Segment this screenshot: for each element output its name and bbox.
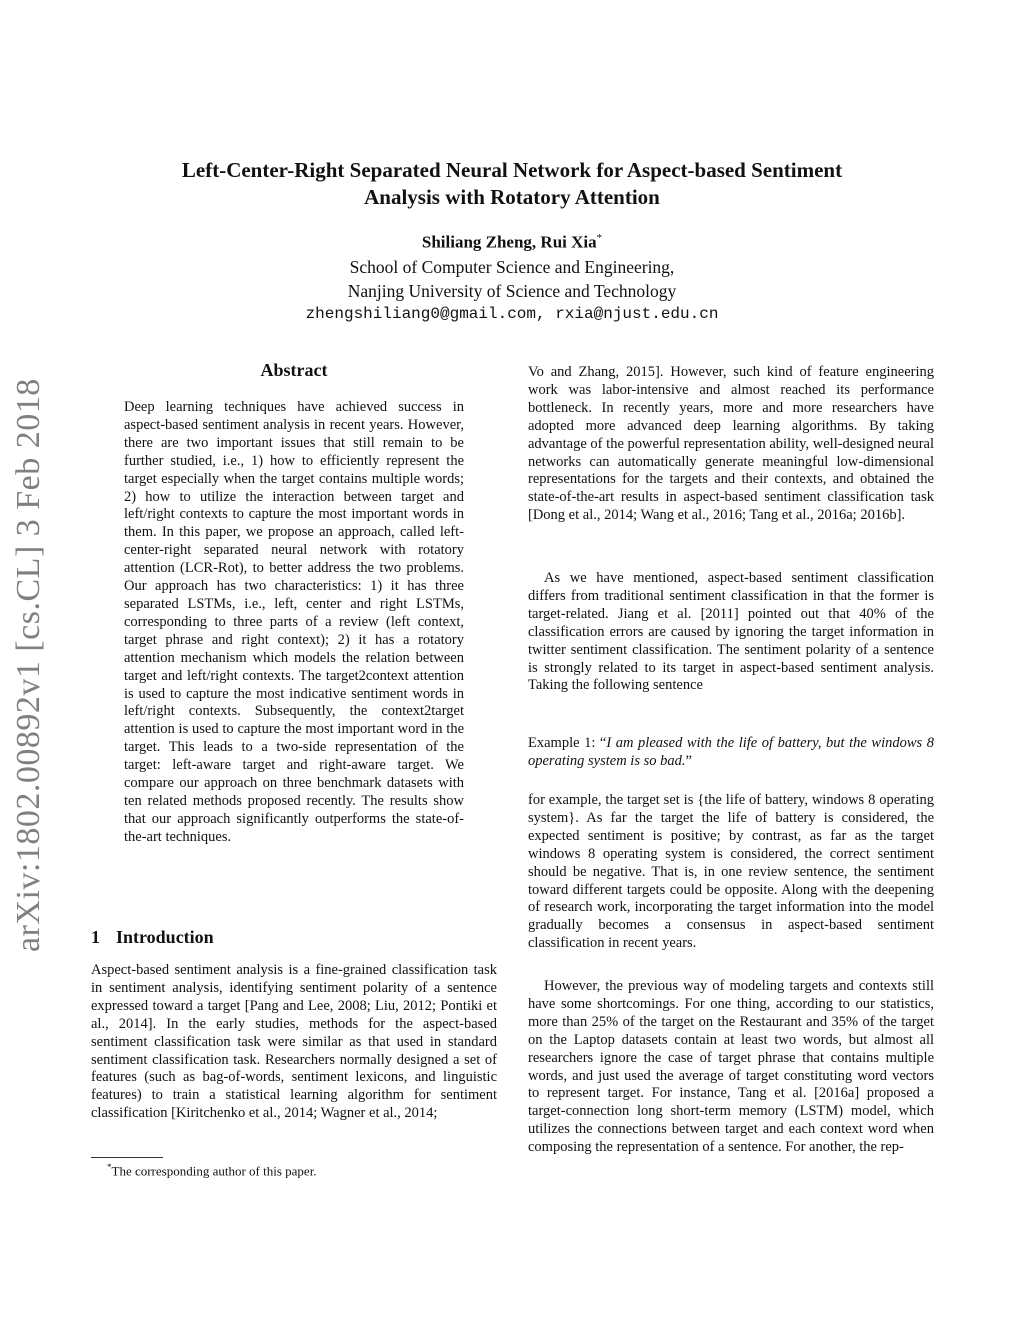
section-number: 1 <box>91 927 100 947</box>
footnote-mark: * <box>107 1162 112 1172</box>
section-heading-introduction <box>91 927 214 948</box>
right-col-continuation: Vo and Zhang, 2015]. However, such kind of feature engineering work was labor-intensive and almost reached its performance bottleneck. In recently years, more and more researchers have adopted more advanced deep learning algorithms. By taking advantage of the powerful representation ability, well-designed neural networks can automatically generate meaningful low-dimensional representations for the targets and their contexts, and obtained the state-of-the-art results in aspect-based sentiment classification task [Dong et al., 2014; Wang et al., 2016; Tang et al., 2016a; 2016b]. <box>528 364 934 524</box>
abstract-heading: Abstract <box>260 360 328 380</box>
intro-paragraph-1: Aspect-based sentiment analysis is a fine-grained classification task in sentiment analysis, identifying sentiment polarity of a sentence expressed toward a target [Pang and Lee, 2008; Liu, 2012; Pontiki et al., 2014]. In the early studies, methods for the aspect-based sentiment classification task were similar as that used in standard sentiment classification task. Researchers normally designed a set of features (such as bag-of-words, sentiment lexicons, and linguistic features) to train a statistical learning algorithm for sentiment classification [Kiritchenko et al., 2014; Wagner et al., 2014; <box>91 962 497 1122</box>
arxiv-stamp: arXiv:1802.00892v1 [cs.CL] 3 Feb 2018 <box>10 378 47 952</box>
right-col-paragraph-4: However, the previous way of modeling targets and contexts still have some shortcomings. For one thing, according to our statistics, more than 25% of the target on the Restaurant and 35% of the target on the Laptop datasets contain at least two words, but almost all researchers ignore the case of target phrase that contains multiple words, and just used the average of target constituting word vectors to represent target. For instance, Tang et al. [2016a] proposed a target-connection long short-term memory (LSTM) model, which utilizes the connections between target and each context word when composing the representation of a sentence. For another, the rep- <box>528 978 934 1156</box>
authors-text: Shiliang Zheng, Rui Xia <box>421 232 597 252</box>
example-label: Example 1: “ <box>528 735 607 751</box>
author-emails: zhengshiliang0@gmail.com, rxia@njust.edu.cn <box>305 305 719 323</box>
section-title: Introduction <box>116 927 214 947</box>
paper-title <box>100 157 924 211</box>
example-1 <box>528 735 934 771</box>
footnote <box>107 1162 317 1179</box>
right-col-paragraph-3: for example, the target set is {the life of battery, windows 8 operating system}. As far the target the life of battery is considered, the expected sentiment is positive; by contrast, as far as the target windows 8 operating system is considered, the correct sentiment should be negative. That is, in one review sentence, the sentiment toward different targets could be opposite. Along with the deepening of research work, incorporating the target information into the model gradually becomes a consensus in aspect-based sentiment classification in recent years. <box>528 792 934 952</box>
footnote-rule <box>91 1157 163 1158</box>
abstract-text: Deep learning techniques have achieved success in aspect-based sentiment analysis in recent years. However, there are two important issues that still remain to be further studied, i.e., 1) how to efficiently represent the target especially when the target contains multiple words; 2) how to utilize the interaction between target and left/right contexts to capture the most important words in them. In this paper, we propose an approach, called left-center-right separated neural network with rotatory attention (LCR-Rot), to better address the two problems. Our approach has two characteristics: 1) it has three separated LSTMs, i.e., left, center and right LSTMs, corresponding to three parts of a review (left context, target phrase and right context); 2) it has a rotatory attention mechanism which models the relation between target and left/right contexts. The target2context attention is used to capture the most indicative sentiment words in left/right contexts. Subsequently, the context2target attention is used to capture the most important word in the target. This leads to a two-side representation of the target: left-aware target and right-aware target. We compare our approach on three benchmark datasets with ten related methods proposed recently. The results show that our approach significantly outperforms the state-of-the-art techniques. <box>124 399 464 845</box>
right-col-paragraph-2: As we have mentioned, aspect-based sentiment classification differs from traditional sentiment classification in that the former is target-related. Jiang et al. [2011] pointed out that 40% of the classification errors are caused by ignoring the target information in twitter sentiment classification. The sentiment polarity of a sentence is strongly related to its target in aspect-based sentiment analysis. Taking the following sentence <box>528 570 934 694</box>
example-close-quote: ” <box>685 752 692 769</box>
affiliation-line-2: Nanjing University of Science and Technology <box>347 281 677 301</box>
author-list <box>100 232 924 253</box>
title-line-1: Left-Center-Right Separated Neural Network for Aspect-based Sentiment <box>181 158 843 182</box>
author-footnote-mark: * <box>596 232 603 244</box>
footnote-text: The corresponding author of this paper. <box>111 1163 317 1179</box>
title-line-2: Analysis with Rotatory Attention <box>364 185 660 209</box>
affiliation-line-1: School of Computer Science and Engineering, <box>349 257 675 277</box>
example-sentence: I am pleased with the life of battery, but the windows 8 operating system is so bad. <box>528 735 934 769</box>
